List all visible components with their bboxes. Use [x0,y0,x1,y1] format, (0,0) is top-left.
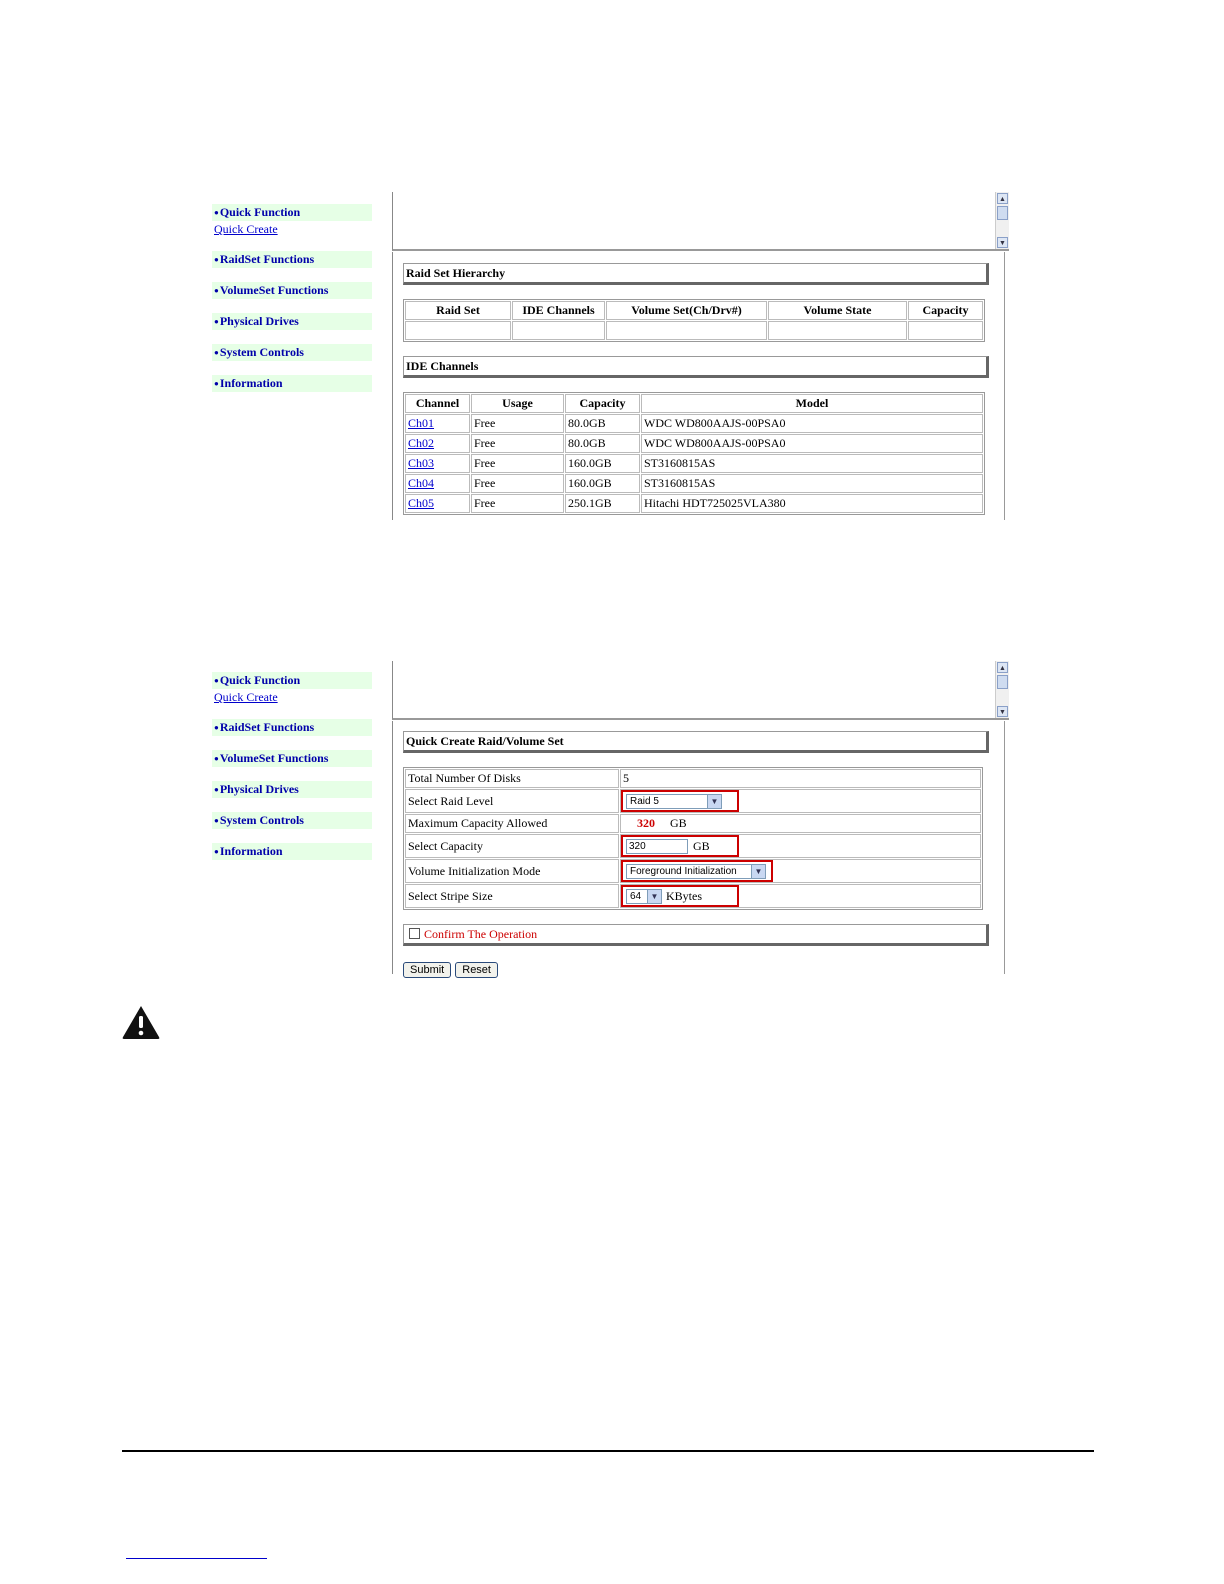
column-header: Volume Set(Ch/Drv#) [606,301,767,320]
form-row [405,789,981,813]
table-row [405,494,983,513]
total-disks-value: 5 [620,769,981,788]
menu-physical-drives[interactable]: ●Physical Drives [212,313,372,330]
reset-button[interactable]: Reset [455,962,498,978]
bullet-icon: ● [214,785,219,794]
quick-create-screenshot [212,661,1010,974]
bullet-icon: ● [214,676,219,685]
usage-cell: Free [471,454,564,473]
confirm-row [403,924,989,946]
column-header: Raid Set [405,301,511,320]
channel-link[interactable]: Ch03 [408,456,435,470]
scroll-down-icon[interactable]: ▼ [997,706,1008,717]
ide-channels-title: IDE Channels [403,356,989,378]
highlight-box [621,885,739,907]
bullet-icon: ● [214,754,219,763]
max-capacity-value: 320 [637,816,655,830]
scroll-thumb[interactable] [997,206,1008,220]
menu-information[interactable]: ●Information [212,375,372,392]
main-frame [392,252,1009,520]
raid-set-hierarchy-title: Raid Set Hierarchy [403,263,989,285]
form-row [405,769,981,788]
quick-create-form [403,767,983,910]
table-cell [606,321,767,340]
scroll-down-icon[interactable]: ▼ [997,237,1008,248]
chevron-down-icon: ▼ [647,890,661,903]
column-header: Usage [471,394,564,413]
table-cell [405,321,511,340]
usage-cell: Free [471,474,564,493]
form-row [405,834,981,858]
menu-quick-function[interactable]: ●Quick Function [212,672,372,689]
column-header: Channel [405,394,470,413]
capacity-cell: 80.0GB [565,434,640,453]
usage-cell: Free [471,434,564,453]
total-disks-label: Total Number Of Disks [405,769,619,788]
bullet-icon: ● [214,286,219,295]
form-row [405,859,981,883]
raid-level-select[interactable]: Raid 5 ▼ [626,794,722,809]
stripe-size-label: Select Stripe Size [405,884,619,908]
channel-link[interactable]: Ch01 [408,416,435,430]
frame-border [1004,252,1005,520]
bullet-icon: ● [214,723,219,732]
ide-channels-table [403,392,985,515]
scrollbar[interactable] [995,192,1009,249]
menu-information[interactable]: ●Information [212,843,372,860]
menu-volumeset-functions[interactable]: ●VolumeSet Functions [212,282,372,299]
capacity-cell: 160.0GB [565,474,640,493]
chevron-down-icon: ▼ [751,865,765,878]
menu-volumeset-functions[interactable]: ●VolumeSet Functions [212,750,372,767]
column-header: IDE Channels [512,301,605,320]
warning-icon [121,1004,161,1040]
usage-cell: Free [471,414,564,433]
menu-quick-create-link[interactable]: Quick Create [214,222,278,236]
confirm-label: Confirm The Operation [424,927,538,941]
scroll-up-icon[interactable]: ▲ [997,662,1008,673]
raid-level-label: Select Raid Level [405,789,619,813]
bullet-icon: ● [214,255,219,264]
scroll-thumb[interactable] [997,675,1008,689]
column-header: Volume State [768,301,907,320]
usage-cell: Free [471,494,564,513]
highlight-box [621,790,739,812]
table-cell [768,321,907,340]
highlight-box [621,860,773,882]
channel-link[interactable]: Ch02 [408,436,435,450]
form-row [405,814,981,833]
model-cell: WDC WD800AAJS-00PSA0 [641,414,983,433]
bullet-icon: ● [214,208,219,217]
model-cell: ST3160815AS [641,454,983,473]
main-frame [392,721,1009,974]
highlight-box [621,835,739,857]
menu-system-controls[interactable]: ●System Controls [212,344,372,361]
sidebar [212,672,372,861]
quick-create-title: Quick Create Raid/Volume Set [403,731,989,753]
menu-system-controls[interactable]: ●System Controls [212,812,372,829]
raid-set-hierarchy-table [403,299,985,342]
capacity-input[interactable]: 320 [626,839,688,854]
column-header: Capacity [908,301,983,320]
model-cell: ST3160815AS [641,474,983,493]
scroll-up-icon[interactable]: ▲ [997,193,1008,204]
capacity-cell: 80.0GB [565,414,640,433]
bullet-icon: ● [214,379,219,388]
sidebar [212,204,372,393]
table-cell [512,321,605,340]
bullet-icon: ● [214,816,219,825]
confirm-checkbox[interactable] [409,928,420,939]
menu-raidset-functions[interactable]: ●RaidSet Functions [212,251,372,268]
raid-hierarchy-screenshot [212,192,1010,520]
capacity-cell: 160.0GB [565,454,640,473]
menu-quick-function[interactable]: ●Quick Function [212,204,372,221]
max-capacity-unit: GB [670,816,687,830]
divider [122,1450,1094,1452]
table-row [405,321,983,340]
menu-raidset-functions[interactable]: ●RaidSet Functions [212,719,372,736]
bullet-icon: ● [214,317,219,326]
channel-link[interactable]: Ch05 [408,496,435,510]
capacity-cell: 250.1GB [565,494,640,513]
form-row [405,884,981,908]
capacity-unit: GB [693,838,710,853]
init-mode-select[interactable]: Foreground Initialization ▼ [626,864,766,879]
frame-border [1004,721,1005,974]
select-capacity-label: Select Capacity [405,834,619,858]
table-cell [908,321,983,340]
stripe-size-select[interactable]: 64 ▼ [626,889,662,904]
chevron-down-icon: ▼ [707,795,721,808]
menu-quick-create-link[interactable]: Quick Create [214,690,278,704]
column-header: Model [641,394,983,413]
model-cell: WDC WD800AAJS-00PSA0 [641,434,983,453]
top-frame [392,661,1009,720]
model-cell: Hitachi HDT725025VLA380 [641,494,983,513]
bullet-icon: ● [214,847,219,856]
channel-link[interactable]: Ch04 [408,476,435,490]
table-row [405,434,983,453]
bullet-icon: ● [214,348,219,357]
stripe-unit: KBytes [666,888,702,903]
scrollbar[interactable] [995,661,1009,718]
init-mode-label: Volume Initialization Mode [405,859,619,883]
menu-physical-drives[interactable]: ●Physical Drives [212,781,372,798]
table-row [405,414,983,433]
max-capacity-label: Maximum Capacity Allowed [405,814,619,833]
table-row [405,474,983,493]
submit-button[interactable]: Submit [403,962,451,978]
table-row [405,454,983,473]
column-header: Capacity [565,394,640,413]
footer-link-underline [126,1558,267,1559]
top-frame [392,192,1009,251]
